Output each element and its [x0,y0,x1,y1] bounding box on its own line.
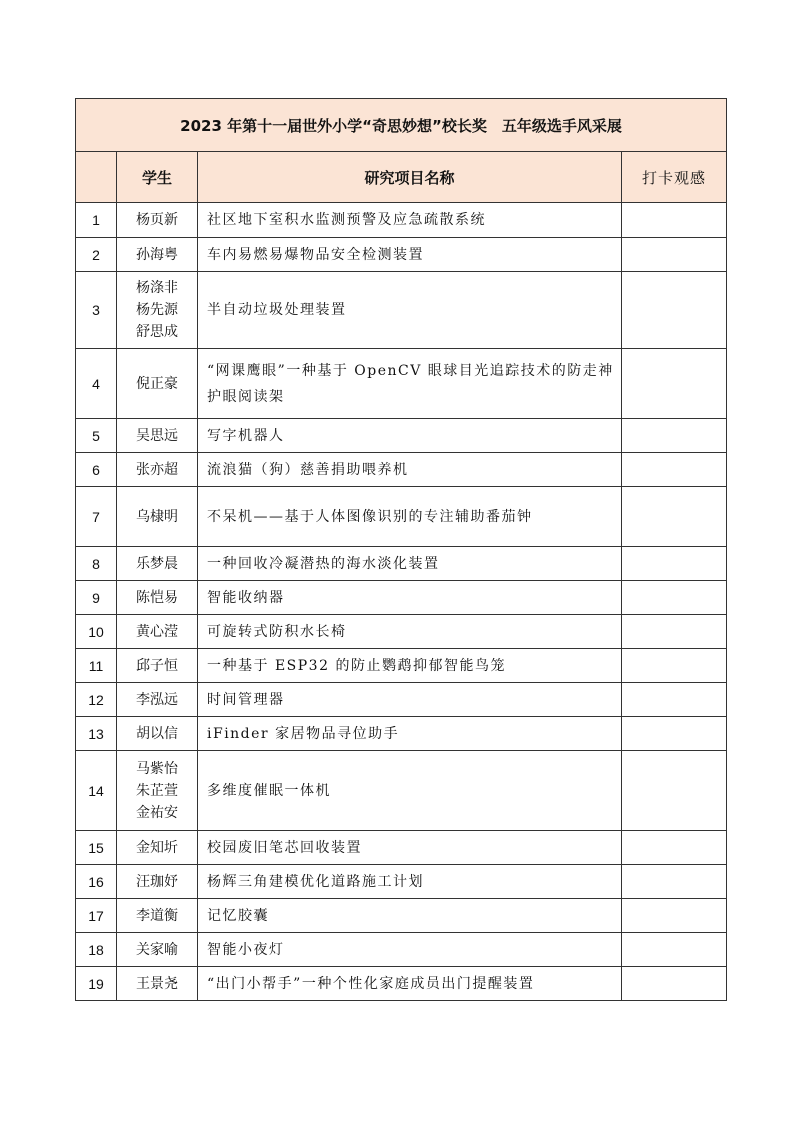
row-number: 1 [76,203,117,238]
student-name: 陈恺易 [136,589,178,606]
awards-sheet [75,98,726,1001]
project-name: 多维度催眠一体机 [198,751,622,831]
table-row [76,717,727,751]
student-name: 杨页新 [136,212,178,228]
row-number: 16 [76,865,117,899]
checkin-cell[interactable] [622,453,727,487]
checkin-cell[interactable] [622,419,727,453]
project-column-header: 研究项目名称 [198,152,622,203]
student-name: 金祐安 [136,804,178,821]
student-name: 王景尧 [136,975,178,992]
project-name: “出门小帮手”一种个性化家庭成员出门提醒装置 [198,967,622,1001]
student-name: 张亦超 [136,461,178,478]
checkin-cell[interactable] [622,865,727,899]
student-name: 李泓远 [136,691,178,708]
project-name: 写字机器人 [198,419,622,453]
project-name: 可旋转式防积水长椅 [198,615,622,649]
project-name: 杨辉三角建模优化道路施工计划 [198,865,622,899]
row-number: 11 [76,649,117,683]
checkin-cell[interactable] [622,717,727,751]
student-name: 马紫怡 [136,760,178,777]
table-row [76,683,727,717]
row-number: 7 [76,487,117,547]
student-names [117,238,198,272]
student-names [117,649,198,683]
table-row [76,933,727,967]
project-name: 智能收纳器 [198,581,622,615]
table-row [76,649,727,683]
checkin-cell[interactable] [622,615,727,649]
table-body [76,203,727,1001]
header-row [76,152,727,203]
student-names [117,203,198,238]
student-names [117,831,198,865]
student-name: 胡以信 [136,725,178,742]
project-name: 时间管理器 [198,683,622,717]
title-row [76,99,727,152]
student-names [117,751,198,831]
student-name: 舒思成 [136,324,178,340]
student-names [117,865,198,899]
table-row [76,831,727,865]
row-number: 2 [76,238,117,272]
student-names [117,272,198,349]
checkin-cell[interactable] [622,899,727,933]
row-number: 9 [76,581,117,615]
row-number: 12 [76,683,117,717]
table-row [76,203,727,238]
student-name: 乌棣明 [136,508,178,525]
table-row [76,453,727,487]
table-row [76,581,727,615]
page-title: 2023 年第十一届世外小学“奇思妙想”校长奖 五年级选手风采展 [76,99,727,152]
project-name: 一种基于 ESP32 的防止鹦鹉抑郁智能鸟笼 [198,649,622,683]
checkin-cell[interactable] [622,581,727,615]
project-name: 半自动垃圾处理装置 [198,272,622,349]
row-number: 5 [76,419,117,453]
checkin-column-header: 打卡观感 [622,152,727,203]
row-number: 6 [76,453,117,487]
row-number: 15 [76,831,117,865]
table-row [76,899,727,933]
student-name: 金知圻 [136,839,178,856]
table-row [76,238,727,272]
student-names [117,717,198,751]
checkin-cell[interactable] [622,487,727,547]
checkin-cell[interactable] [622,238,727,272]
project-name: iFinder 家居物品寻位助手 [198,717,622,751]
project-name: 社区地下室积水监测预警及应急疏散系统 [198,203,622,238]
student-name: 李道衡 [136,907,178,924]
row-number: 14 [76,751,117,831]
table-row [76,419,727,453]
row-number: 10 [76,615,117,649]
project-name: 不呆机——基于人体图像识别的专注辅助番茄钟 [198,487,622,547]
row-number: 19 [76,967,117,1001]
student-names [117,615,198,649]
number-column-header [76,152,117,203]
project-name: 智能小夜灯 [198,933,622,967]
table-row [76,967,727,1001]
student-names [117,419,198,453]
student-names [117,683,198,717]
row-number: 17 [76,899,117,933]
student-names [117,581,198,615]
row-number: 13 [76,717,117,751]
checkin-cell[interactable] [622,272,727,349]
student-name: 杨先源 [136,302,178,318]
table-row [76,615,727,649]
student-names [117,967,198,1001]
checkin-cell[interactable] [622,831,727,865]
student-name: 关家喻 [136,941,178,958]
row-number: 4 [76,349,117,419]
table-row [76,272,727,349]
student-name: 汪珈妤 [136,873,178,890]
participants-table [75,98,727,1001]
student-names [117,349,198,419]
student-names [117,453,198,487]
table-row [76,487,727,547]
student-name: 乐梦晨 [136,555,178,572]
checkin-cell[interactable] [622,933,727,967]
row-number: 18 [76,933,117,967]
student-column-header: 学生 [117,152,198,203]
checkin-cell[interactable] [622,683,727,717]
student-name: 倪正豪 [136,375,178,392]
student-name: 吴思远 [136,427,178,444]
table-row [76,547,727,581]
project-name: 车内易燃易爆物品安全检测装置 [198,238,622,272]
table-row [76,349,727,419]
student-name: 邱子恒 [136,657,178,674]
checkin-cell[interactable] [622,649,727,683]
checkin-cell[interactable] [622,751,727,831]
student-name: 黄心滢 [136,623,178,640]
checkin-cell[interactable] [622,203,727,238]
checkin-cell[interactable] [622,967,727,1001]
student-name: 杨涤非 [136,280,178,296]
table-row [76,751,727,831]
student-names [117,933,198,967]
row-number: 3 [76,272,117,349]
project-name: 流浪猫（狗）慈善捐助喂养机 [198,453,622,487]
project-name: 校园废旧笔芯回收装置 [198,831,622,865]
student-name: 朱芷萱 [136,782,178,799]
project-name: 记忆胶囊 [198,899,622,933]
table-row [76,865,727,899]
row-number: 8 [76,547,117,581]
project-name: “网课鹰眼”一种基于 OpenCV 眼球目光追踪技术的防走神护眼阅读架 [198,349,622,419]
project-name: 一种回收冷凝潜热的海水淡化装置 [198,547,622,581]
checkin-cell[interactable] [622,349,727,419]
checkin-cell[interactable] [622,547,727,581]
student-names [117,547,198,581]
student-names [117,487,198,547]
student-names [117,899,198,933]
student-name: 孙海粤 [136,246,178,263]
